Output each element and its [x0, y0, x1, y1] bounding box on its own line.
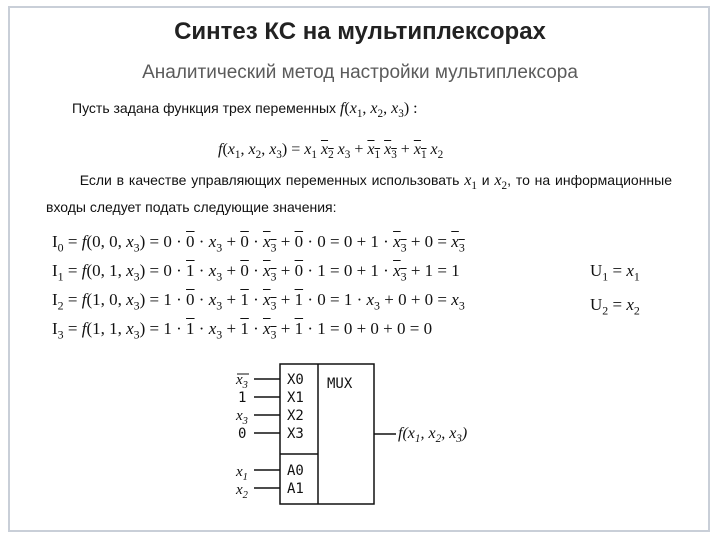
- input-x3-inverted: $x_3$: [236, 372, 248, 391]
- input-const-0: 0: [238, 426, 247, 442]
- input-x2: $x_2$: [236, 482, 248, 501]
- equation-i2: $I_2 = f(1$, 0, $x_3) = 1 \cdot 0 \cdot x_3 + 1 \cdot x_3 + 1 \cdot 0 = 1 \cdot x_3 + 0 + 0 = x_3$: [52, 290, 465, 313]
- pin-x3: X3: [287, 426, 304, 442]
- equation-i3: $I_3 = f(1$, 1, $x_3) = 1 \cdot 1 \cdot x_3 + 1 \cdot x_3 + 1 \cdot 1 = 0 + 0 + 0 = 0$: [52, 319, 433, 342]
- output-label: $f(x_1$, $x_2$, $x_3$): [398, 425, 468, 446]
- intro-text: [72, 100, 418, 120]
- pin-x1: X1: [287, 390, 304, 406]
- slide-subtitle: Аналитический метод настройки мультиплексора: [142, 62, 578, 83]
- intro-label: Пусть задана функция трех переменных: [72, 100, 337, 116]
- explanation-paragraph: Если в качестве управляющих переменных использовать $x_1$ и $x_2$, то на информационные входы следует подать следующие значения:: [46, 172, 673, 216]
- pin-a1: A1: [287, 481, 304, 497]
- function-formula: $f(x_1$, $x_2$, $x_3) = x_1$ $x_2$ $x_3 + x_1$ $x_3 + x_1$ $x_2$: [218, 141, 444, 162]
- control-u2: $U_2 = x_2$: [590, 295, 640, 318]
- input-const-1: 1: [238, 390, 247, 406]
- slide-title: Синтез КС на мультиплексорах: [174, 18, 546, 45]
- equation-i1: $I_1 = f(0$, 1, $x_3) = 0 \cdot 1 \cdot x_3 + 0 \cdot x_3 + 0 \cdot 1 = 0 + 1 \cdot x_3 + 1 = 1$: [52, 261, 460, 284]
- input-x1: $x_1$: [236, 464, 248, 483]
- intro-function: $f(x_1$, $x_2$, $x_3$) :: [339, 100, 418, 121]
- equation-i0: $I_0 = f(0$, 0, $x_3) = 0 \cdot 0 \cdot x_3 + 0 \cdot x_3 + 0 \cdot 0 = 0 + 1 \cdot x_3 + 0 = x_3$: [52, 232, 465, 255]
- pin-x0: X0: [287, 372, 304, 388]
- input-x3: $x_3$: [236, 408, 248, 427]
- pin-a0: A0: [287, 463, 304, 479]
- control-u1: $U_1 = x_1$: [590, 261, 640, 284]
- mux-label: MUX: [327, 376, 353, 392]
- pin-x2: X2: [287, 408, 304, 424]
